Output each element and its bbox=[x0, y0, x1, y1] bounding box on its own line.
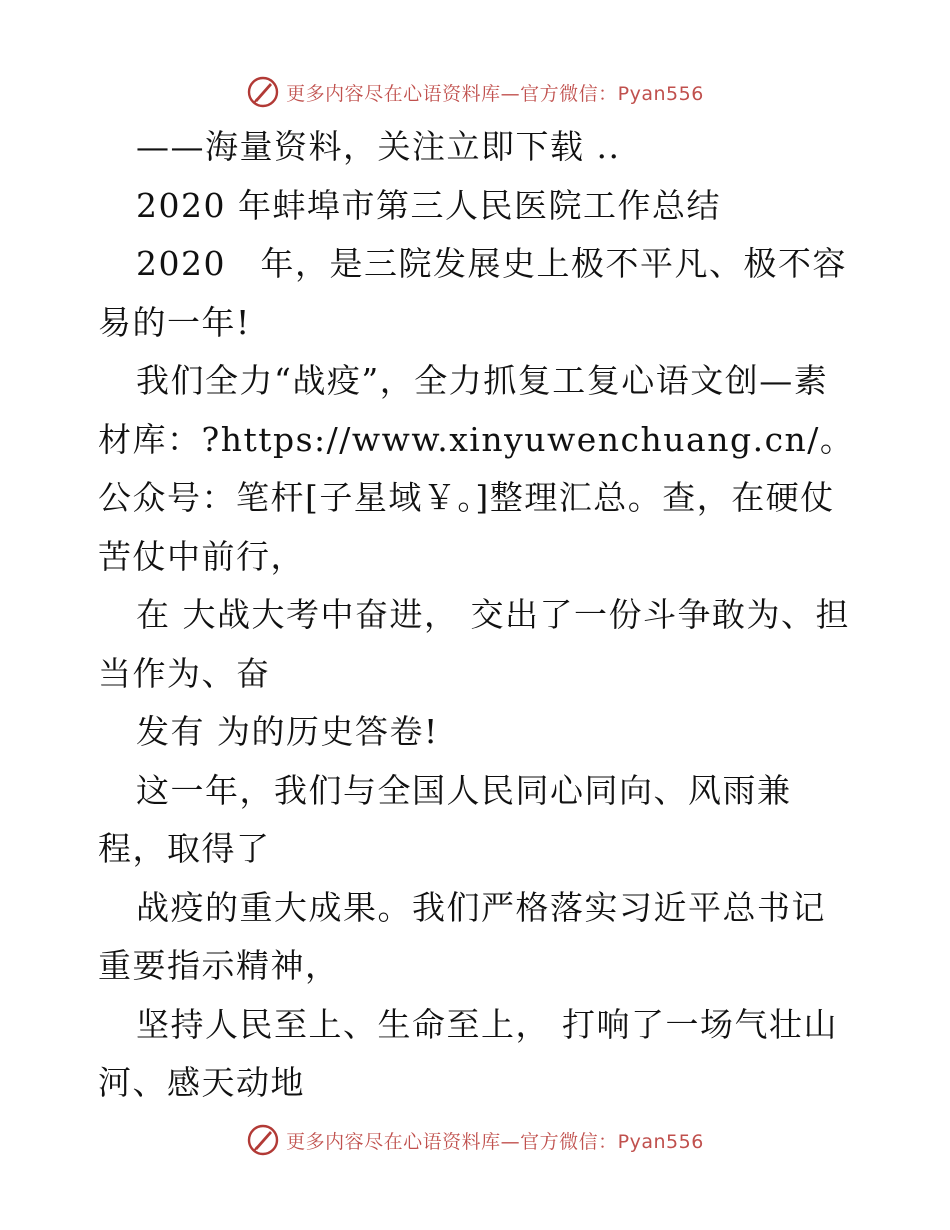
quill-seal-icon bbox=[246, 75, 280, 109]
document-body bbox=[98, 118, 858, 1113]
paragraph: 我们全力“战疫”，全力抓复工复心语文创—素材库：?https://www.xinyuwenchuang.cn/。公众号：笔杆[子星域￥。]整理汇总。查，在硬仗苦仗中前行， bbox=[98, 361, 855, 576]
header-watermark bbox=[0, 72, 950, 112]
paragraph: 这一年，我们与全国人民同心同向、风雨兼程，取得了 bbox=[98, 770, 792, 868]
document-title: 2020 年蚌埠市第三人民医院工作总结 bbox=[136, 185, 721, 225]
header-watermark-text: 更多内容尽在心语资料库—官方微信：Pyan556 bbox=[286, 82, 704, 105]
paragraph: 坚持人民至上、生命至上， 打响了一场气壮山河、感天动地 bbox=[98, 1004, 838, 1102]
paragraph: 2020 年，是三院发展史上极不平凡、极不容易的一年! bbox=[98, 244, 847, 342]
paragraph: 发有 为的历史答卷! bbox=[136, 712, 439, 751]
footer-watermark-text: 更多内容尽在心语资料库—官方微信：Pyan556 bbox=[286, 1130, 704, 1153]
paragraph: 在 大战大考中奋进， 交出了一份斗争敢为、担当作为、奋 bbox=[98, 595, 850, 693]
paragraph: 战疫的重大成果。我们严格落实习近平总书记重要指示精神， bbox=[98, 887, 826, 985]
paragraph-download-note: ——海量资料，关注立即下载 .. bbox=[136, 127, 621, 166]
footer-watermark bbox=[0, 1120, 950, 1160]
quill-seal-icon bbox=[246, 1123, 280, 1157]
